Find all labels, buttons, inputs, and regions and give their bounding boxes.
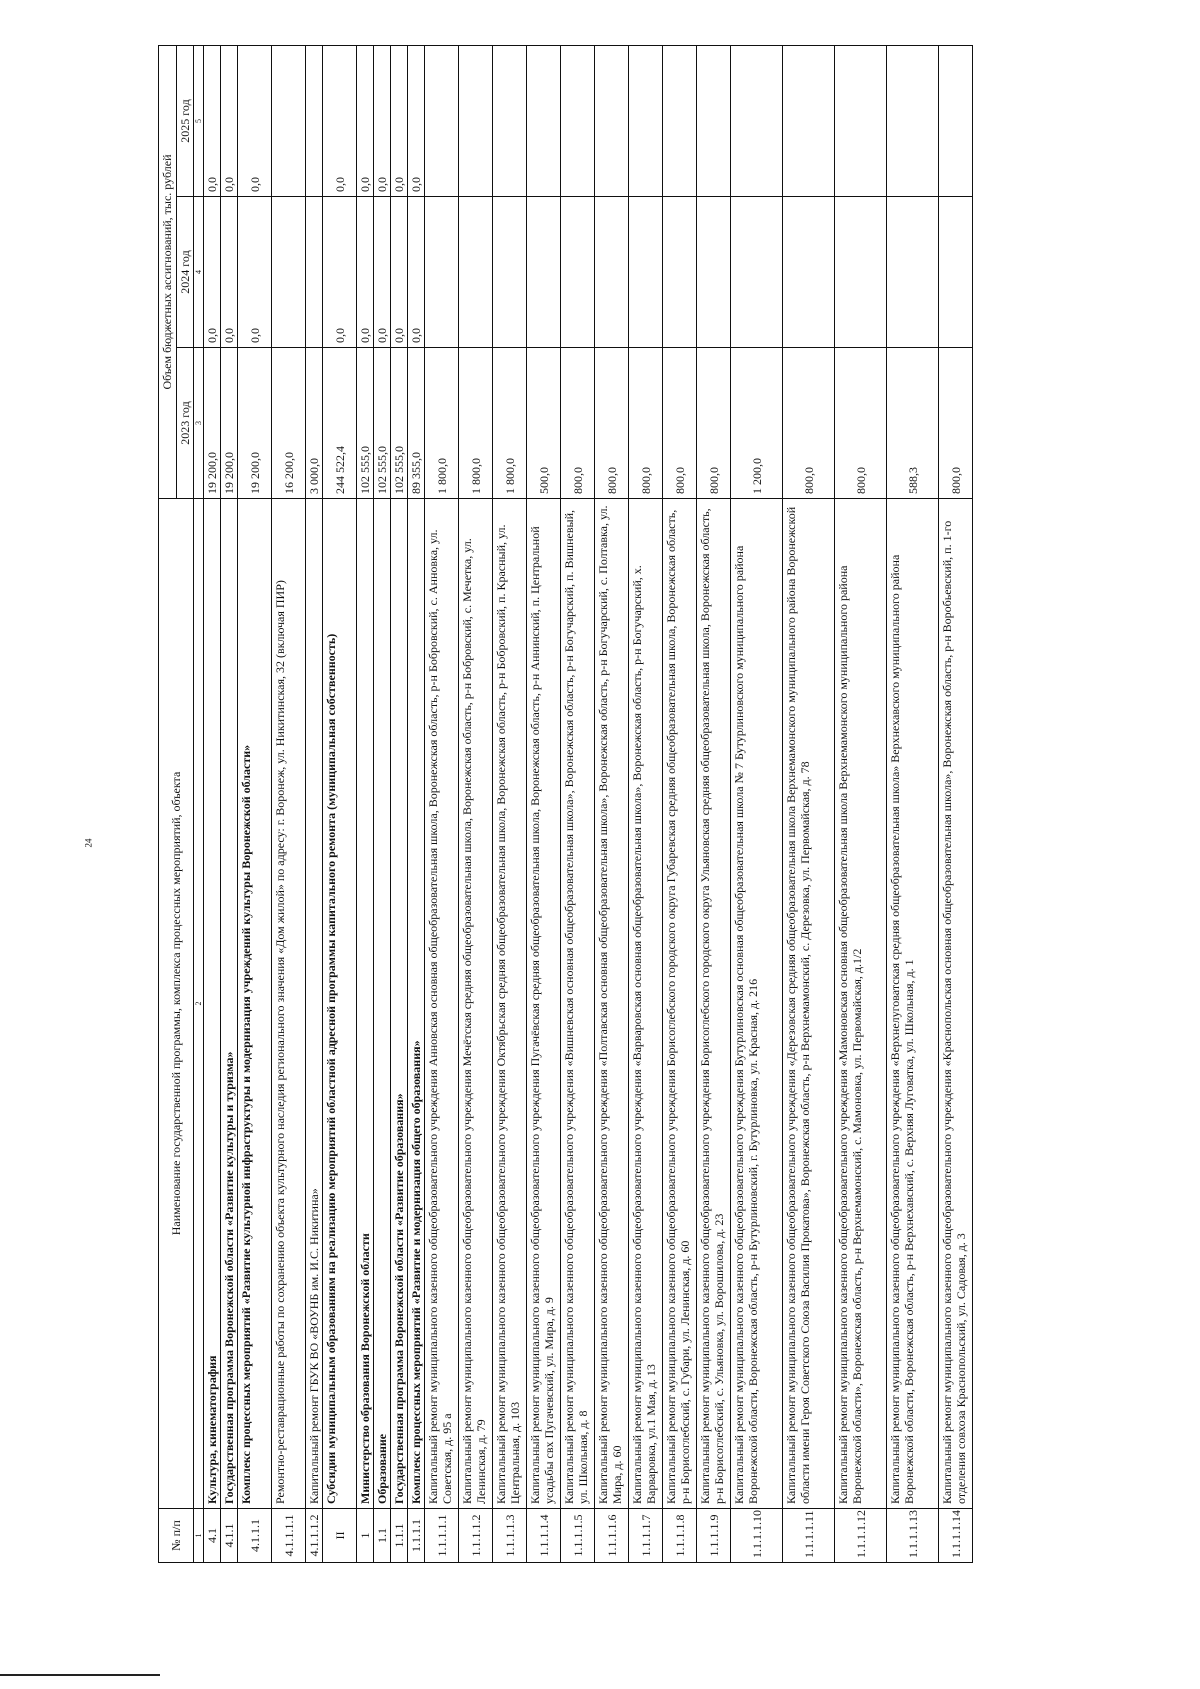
table-row (887, 45, 939, 1562)
row-number: 1.1.1.1.3 (493, 1509, 527, 1563)
value-2025 (561, 45, 595, 196)
value-2023: 16 200,0 (272, 348, 306, 499)
table-row (697, 45, 731, 1562)
value-2024 (306, 197, 323, 348)
value-2023: 588,3 (887, 348, 939, 499)
value-2024 (459, 197, 493, 348)
value-2024 (629, 197, 663, 348)
value-2024 (595, 197, 629, 348)
row-name: Комплекс процессных мероприятий «Развитие и модернизация общего образования» (408, 499, 425, 1509)
row-name: Капитальный ремонт муниципального казенного общеобразовательного учреждения Пугачёвская средняя общеобразовательная школа, Воронежская область, р-н Аннинский, п. Центральной усадьбы свх Пугачевский, ул. Мира, д. 9 (527, 499, 561, 1509)
value-2023: 800,0 (697, 348, 731, 499)
table-row (835, 45, 887, 1562)
row-name: Капитальный ремонт муниципального казенного общеобразовательного учреждения Бутурлиновская основная общеобразовательная школа № 7 Бутурлиновского муниципального района Воронежской области, Воронежская область, р-н Бутурлиновский, г. Бутурлиновка, ул. Красная, д. 216 (731, 499, 783, 1509)
value-2023: 800,0 (835, 348, 887, 499)
table-row (731, 45, 783, 1562)
table-row (425, 45, 459, 1562)
value-2023: 102 555,0 (391, 348, 408, 499)
row-number: 1.1.1 (391, 1509, 408, 1563)
value-2023: 19 200,0 (204, 348, 221, 499)
value-2023: 1 200,0 (731, 348, 783, 499)
table-row (561, 45, 595, 1562)
row-name: Капитальный ремонт муниципального казенного общеобразовательного учреждения Борисоглебского городского округа Ульяновская средняя общеобразовательная школа, Воронежская область, р-н Борисоглебский, с. Ульяновка, ул. Ворошилова, д. 23 (697, 499, 731, 1509)
rotated-table-container (158, 46, 1166, 1563)
value-2023: 800,0 (561, 348, 595, 499)
header-year-2025: 2025 год (177, 45, 194, 196)
value-2025: 0,0 (204, 45, 221, 196)
row-number: 4.1.1.1 (238, 1509, 272, 1563)
value-2024 (561, 197, 595, 348)
value-2023: 102 555,0 (357, 348, 374, 499)
value-2024: 0,0 (204, 197, 221, 348)
row-number: 1.1.1.1.13 (887, 1509, 939, 1563)
value-2024 (835, 197, 887, 348)
value-2023: 1 800,0 (425, 348, 459, 499)
table-row (204, 45, 221, 1562)
value-2023: 500,0 (527, 348, 561, 499)
table-row (459, 45, 493, 1562)
col-index-2: 2 (194, 499, 204, 1509)
value-2024: 0,0 (391, 197, 408, 348)
row-number: 1.1.1.1.14 (939, 1509, 973, 1563)
col-index-3: 3 (194, 348, 204, 499)
table-row (272, 45, 306, 1562)
value-2025 (731, 45, 783, 196)
value-2024 (663, 197, 697, 348)
value-2024 (783, 197, 835, 348)
table-row (629, 45, 663, 1562)
value-2024 (527, 197, 561, 348)
row-number: 1.1.1.1.9 (697, 1509, 731, 1563)
row-name: Образование (374, 499, 391, 1509)
table-row (663, 45, 697, 1562)
value-2025: 0,0 (221, 45, 238, 196)
value-2025: 0,0 (323, 45, 357, 196)
row-number: 1.1.1.1.11 (783, 1509, 835, 1563)
value-2023: 1 800,0 (493, 348, 527, 499)
header-year-2024: 2024 год (177, 197, 194, 348)
table-row (323, 45, 357, 1562)
row-number: 1.1.1.1.12 (835, 1509, 887, 1563)
row-name: Культура, кинематография (204, 499, 221, 1509)
value-2025 (493, 45, 527, 196)
value-2025 (887, 45, 939, 196)
value-2023: 800,0 (939, 348, 973, 499)
row-number: 4.1.1 (221, 1509, 238, 1563)
row-name: Капитальный ремонт ГБУК ВО «ВОУНБ им. И.С. Никитина» (306, 499, 323, 1509)
row-name: Капитальный ремонт муниципального казенного общеобразовательного учреждения «Полтавская основная общеобразовательная школа», Воронежская область, р-н Богучарский, с. Полтавка, ул. Мира, д. 60 (595, 499, 629, 1509)
value-2024 (425, 197, 459, 348)
table-row (221, 45, 238, 1562)
value-2025 (939, 45, 973, 196)
value-2024 (493, 197, 527, 348)
table-body (204, 45, 973, 1562)
table-row (306, 45, 323, 1562)
row-number: II (323, 1509, 357, 1563)
table-row (391, 45, 408, 1562)
header-name: Наименование государственной программы, комплекса процессных мероприятий, объекта (159, 499, 194, 1509)
row-name: Капитальный ремонт муниципального казенного общеобразовательного учреждения «Верхнелуговатская средняя общеобразовательная школа» Верхнехавского муниципального района Воронежской области, Воронежская область, р-н Верхнехавский, с. Верхняя Луговатка, ул. Школьная, д. 1 (887, 499, 939, 1509)
table-row (939, 45, 973, 1562)
page-number: 24 (83, 838, 94, 848)
row-number: 1 (357, 1509, 374, 1563)
row-number: 1.1.1.1.7 (629, 1509, 663, 1563)
row-name: Ремонтно-реставрационные работы по сохранению объекта культурного наследия регионального значения «Дом жилой» по адресу: г. Воронеж, ул. Никитинская, 32 (включая ПИР) (272, 499, 306, 1509)
value-2025: 0,0 (238, 45, 272, 196)
value-2025: 0,0 (374, 45, 391, 196)
value-2025: 0,0 (357, 45, 374, 196)
row-name: Государственная программа Воронежской области «Развитие образования» (391, 499, 408, 1509)
value-2023: 800,0 (783, 348, 835, 499)
value-2025 (595, 45, 629, 196)
value-2023: 800,0 (629, 348, 663, 499)
value-2025 (629, 45, 663, 196)
row-number: 1.1.1.1.2 (459, 1509, 493, 1563)
value-2025 (527, 45, 561, 196)
bottom-rule (0, 1674, 160, 1676)
value-2023: 1 800,0 (459, 348, 493, 499)
value-2023: 244 522,4 (323, 348, 357, 499)
row-name: Капитальный ремонт муниципального казенного общеобразовательного учреждения «Варваровская основная общеобразовательная школа», Воронежская область, р-н Богучарский, х. Варваровка, ул.1 Мая, д. 13 (629, 499, 663, 1509)
value-2024: 0,0 (357, 197, 374, 348)
value-2023: 800,0 (663, 348, 697, 499)
table-row (357, 45, 374, 1562)
row-name: Капитальный ремонт муниципального казенного общеобразовательного учреждения «Дерезовская средняя общеобразовательная школа Верхнемамонского муниципального района Воронежской области имени Героя Советского Союза Василия Прокатова», Воронежская область, р-н Верхнемамонский, с. Дерезовка, ул. Первомайская, д. 78 (783, 499, 835, 1509)
row-name: Капитальный ремонт муниципального казенного общеобразовательного учреждения Мечётская средняя общеобразовательная школа, Воронежская область, р-н Бобровский, с. Мечетка, ул. Ленинская, д. 79 (459, 499, 493, 1509)
value-2024: 0,0 (238, 197, 272, 348)
value-2025 (306, 45, 323, 196)
row-name: Капитальный ремонт муниципального казенного общеобразовательного учреждения Анновская основная общеобразовательная школа, Воронежская область, р-н Бобровский, с. Анновка, ул. Советская, д. 95 а (425, 499, 459, 1509)
value-2025 (459, 45, 493, 196)
header-year-2023: 2023 год (177, 348, 194, 499)
row-name: Субсидии муниципальным образованиям на реализацию мероприятий областной адресной программы капитального ремонта (муниципальная собственность) (323, 499, 357, 1509)
value-2025 (697, 45, 731, 196)
row-name: Комплекс процессных мероприятий «Развитие культурной инфраструктуры и модернизация учреждений культуры Воронежской области» (238, 499, 272, 1509)
value-2023: 102 555,0 (374, 348, 391, 499)
row-number: 4.1.1.1.2 (306, 1509, 323, 1563)
value-2025: 0,0 (408, 45, 425, 196)
row-number: 1.1.1.1.5 (561, 1509, 595, 1563)
row-number: 1.1.1.1.1 (425, 1509, 459, 1563)
table-row (374, 45, 391, 1562)
value-2025: 0,0 (391, 45, 408, 196)
row-name: Капитальный ремонт муниципального казенного общеобразовательного учреждения «Вишневская основная общеобразовательная школа», Воронежская область, р-н Богучарский, п. Вишневый, ул. Школьная, д. 8 (561, 499, 595, 1509)
value-2024: 0,0 (408, 197, 425, 348)
row-number: 4.1 (204, 1509, 221, 1563)
value-2023: 19 200,0 (238, 348, 272, 499)
value-2023: 3 000,0 (306, 348, 323, 499)
col-index-1: 1 (194, 1509, 204, 1563)
row-number: 1.1.1.1.8 (663, 1509, 697, 1563)
row-name: Капитальный ремонт муниципального казенного общеобразовательного учреждения Борисоглебского городского округа Губаревская средняя общеобразовательная школа, Воронежская область, р-н Борисоглебский, с. Губари, ул. Ленинская, д. 60 (663, 499, 697, 1509)
table-row (238, 45, 272, 1562)
table-row (595, 45, 629, 1562)
row-number: 1.1.1.1.6 (595, 1509, 629, 1563)
value-2023: 800,0 (595, 348, 629, 499)
row-name: Капитальный ремонт муниципального казенного общеобразовательного учреждения «Краснопольская основная общеобразовательная школа», Воронежская область, р-н Воробьевский, п. 1-го отделения совхоза Краснопольский, ул. Садовая, д. 3 (939, 499, 973, 1509)
row-name: Министерство образования Воронежской области (357, 499, 374, 1509)
table-row (493, 45, 527, 1562)
row-number: 4.1.1.1.1 (272, 1509, 306, 1563)
value-2025 (425, 45, 459, 196)
header-volume: Объем бюджетных ассигнований, тыс. рублей (159, 45, 177, 498)
value-2025 (783, 45, 835, 196)
row-name: Капитальный ремонт муниципального казенного общеобразовательного учреждения «Мамоновская основная общеобразовательная школа Верхнемамонского муниципального района Воронежской области», Воронежская область, р-н Верхнемамонский, с. Мамоновка, ул. Первомайская, д.1/2 (835, 499, 887, 1509)
budget-table (158, 45, 973, 1563)
col-index-4: 4 (194, 197, 204, 348)
value-2023: 19 200,0 (221, 348, 238, 499)
value-2023: 89 355,0 (408, 348, 425, 499)
value-2024 (731, 197, 783, 348)
value-2024: 0,0 (374, 197, 391, 348)
header-num: № п/п (159, 1509, 194, 1563)
row-name: Государственная программа Воронежской области «Развитие культуры и туризма» (221, 499, 238, 1509)
row-number: 1.1.1.1.10 (731, 1509, 783, 1563)
value-2024: 0,0 (323, 197, 357, 348)
value-2024: 0,0 (221, 197, 238, 348)
value-2025 (663, 45, 697, 196)
table-row (527, 45, 561, 1562)
row-number: 1.1.1.1.4 (527, 1509, 561, 1563)
value-2025 (272, 45, 306, 196)
col-index-5: 5 (194, 45, 204, 196)
value-2024 (887, 197, 939, 348)
table-row (783, 45, 835, 1562)
row-number: 1.1.1.1 (408, 1509, 425, 1563)
value-2025 (835, 45, 887, 196)
value-2024 (697, 197, 731, 348)
table-row (408, 45, 425, 1562)
row-number: 1.1 (374, 1509, 391, 1563)
value-2024 (939, 197, 973, 348)
row-name: Капитальный ремонт муниципального казенного общеобразовательного учреждения Октябрьская средняя общеобразовательная школа, Воронежская область, р-н Бобровский, п. Красный, ул. Центральная, д. 103 (493, 499, 527, 1509)
value-2024 (272, 197, 306, 348)
